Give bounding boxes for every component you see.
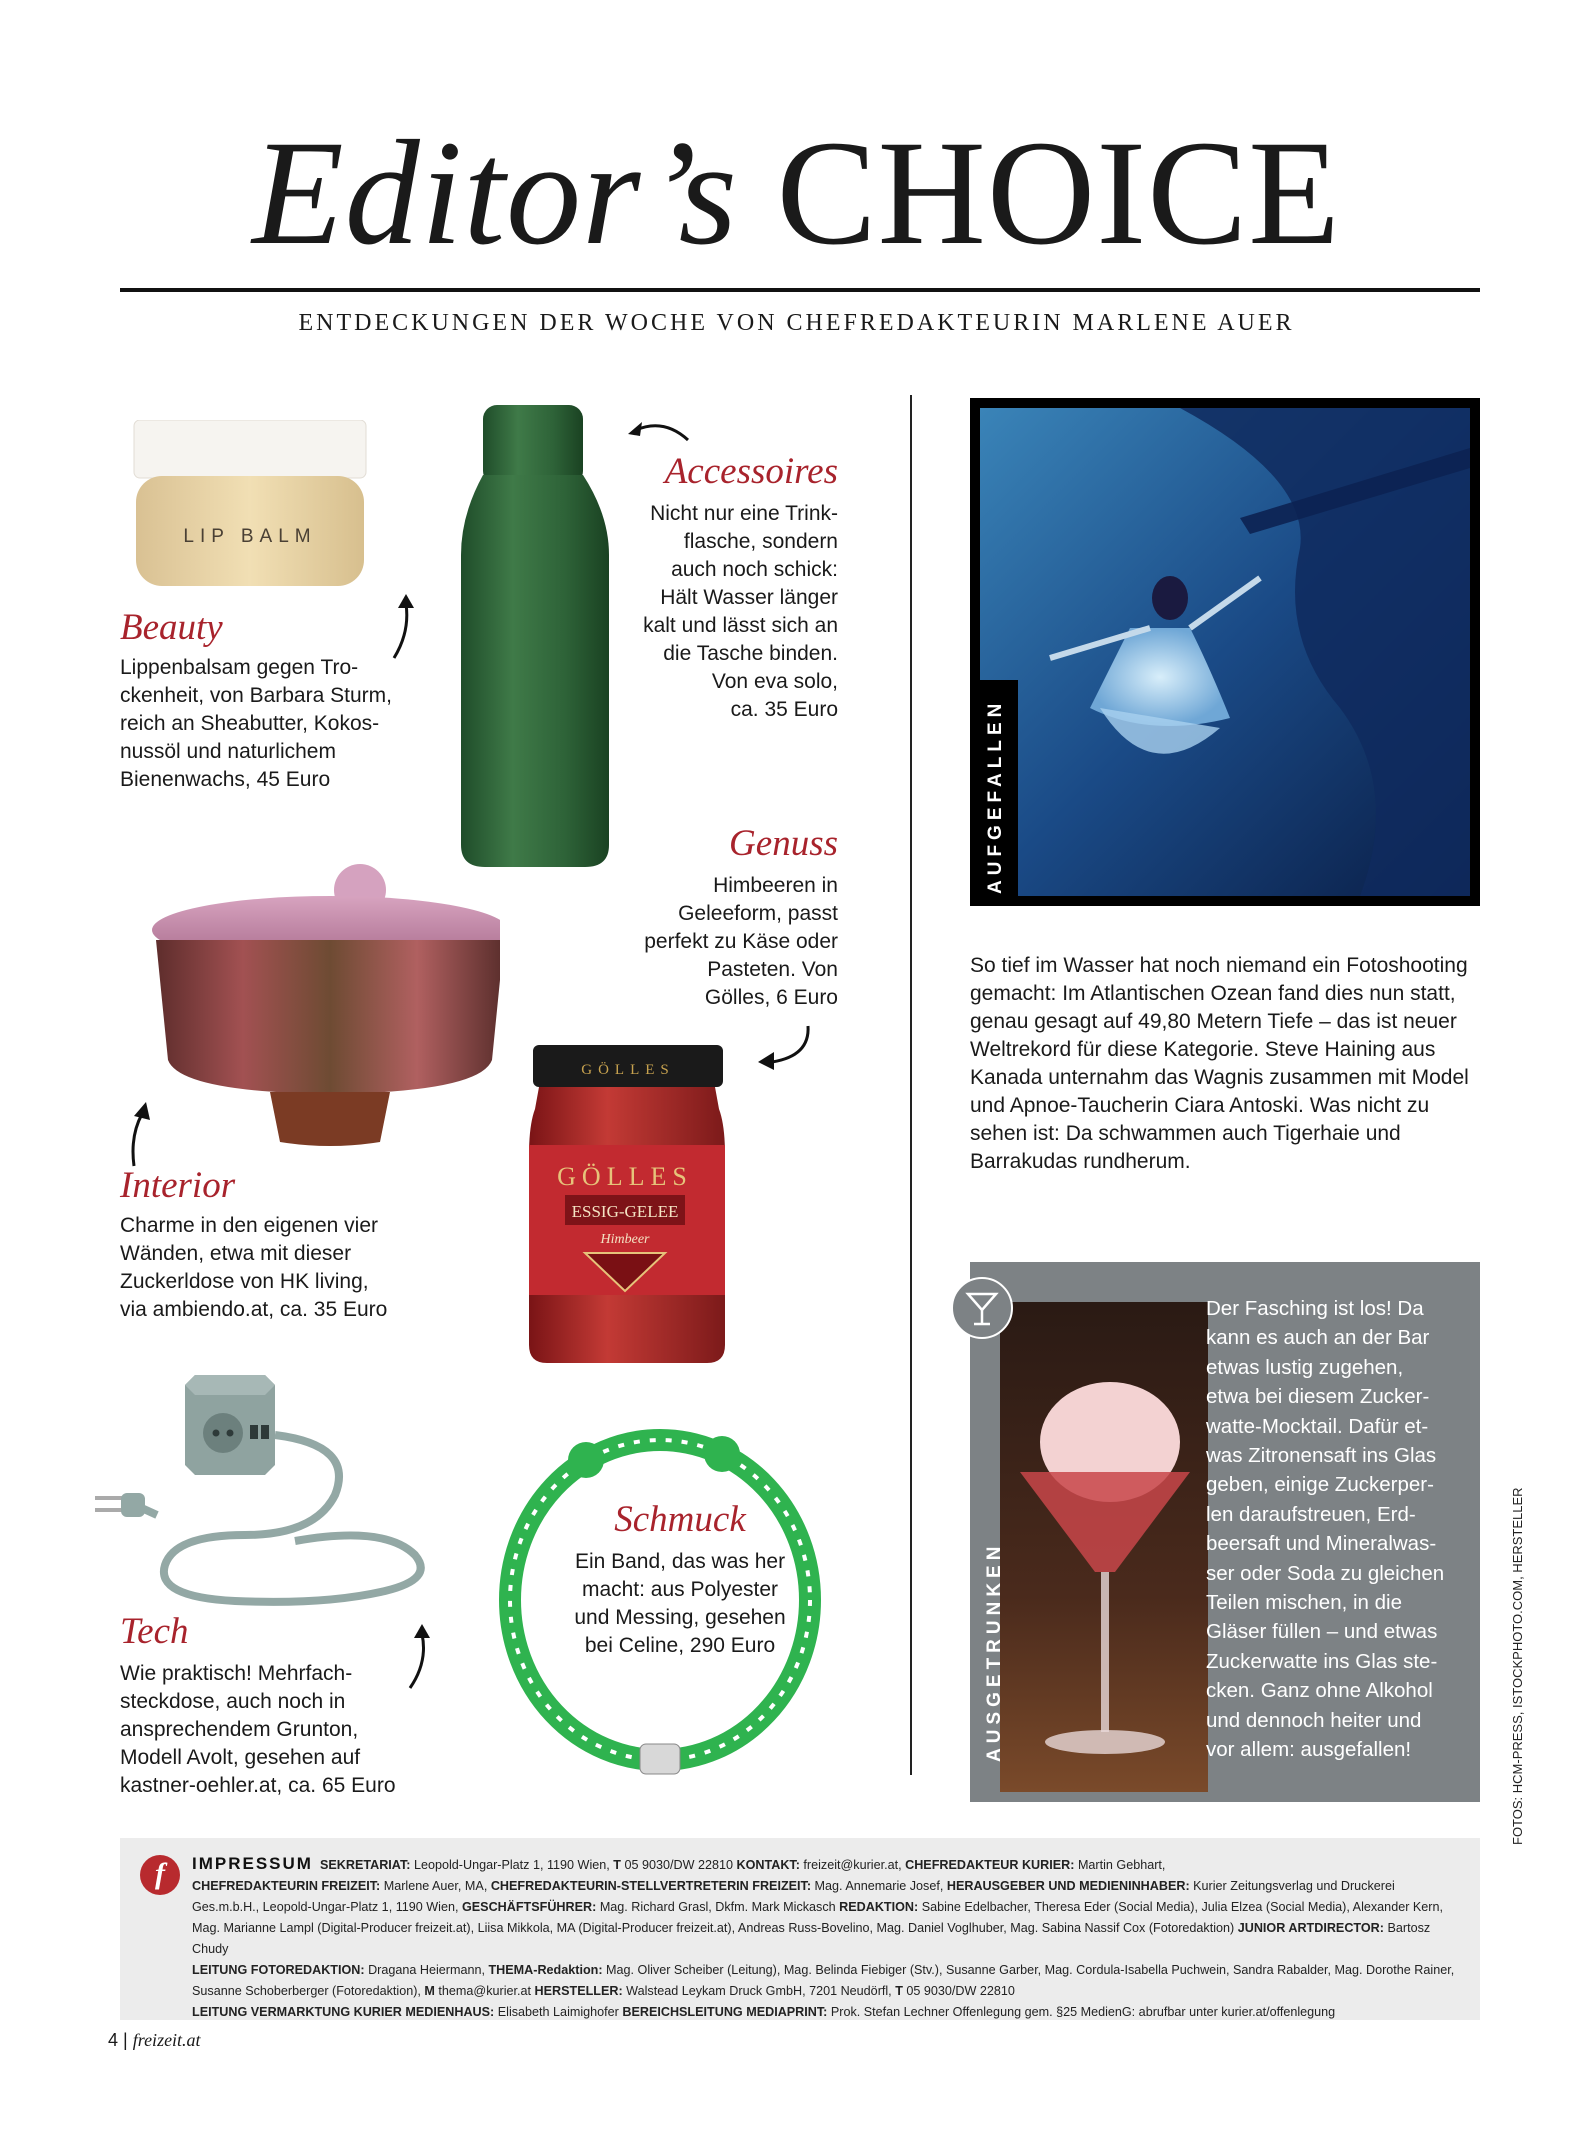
category-genuss: Genuss (729, 823, 838, 864)
label: CHEFREDAKTEUR KURIER: (905, 1858, 1075, 1872)
text-line: bei Celine, 290 Euro (584, 1634, 776, 1657)
value: Elisabeth Laimighofer (497, 2005, 623, 2019)
impressum-line (192, 1981, 1462, 2002)
label: JUNIOR ARTDIRECTOR: (1237, 1921, 1384, 1935)
aufgefallen-label-text: AUFGEFALLEN (985, 698, 1006, 894)
text-line: steckdose, auch noch in (120, 1690, 346, 1713)
value: Mag. Oliver Scheiber (Leitung), Mag. Belinda Fiebiger (Stv.), Susanne Garber, Mag. Cordula-Isabella Puchwein, Sandra Rabalder, Mag. Dorothe Rainer, (606, 1963, 1455, 1977)
value: Martin Gebhart, (1077, 1858, 1166, 1872)
ausgetrunken-text (1206, 1294, 1476, 1765)
text-line: Weltrekord für diese Kategorie. Steve Haining aus (970, 1038, 1436, 1061)
text-line: Charme in den eigenen vier (120, 1214, 378, 1237)
text-line: macht: aus Polyester (581, 1578, 779, 1601)
text-line: Pasteten. Von (707, 958, 838, 981)
value: 05 9030/DW 22810 (906, 1984, 1015, 1998)
text-line: Ein Band, das was her (574, 1550, 786, 1573)
label: THEMA-Redaktion: (488, 1963, 603, 1977)
text-line: sehen ist: Da schwammen auch Tigerhaie und (970, 1122, 1401, 1145)
genuss-text (600, 872, 838, 1012)
label: LEITUNG FOTOREDAKTION: (192, 1963, 365, 1977)
label: KONTAKT: (736, 1858, 800, 1872)
label: T (895, 1984, 903, 1998)
freizeit-logo-badge: f (140, 1855, 180, 1895)
text-line: Teilen mischen, in die (1206, 1591, 1402, 1615)
curved-arrow-icon (752, 1022, 818, 1072)
label: HERAUSGEBER UND MEDIENINHABER: (946, 1879, 1190, 1893)
aufgefallen-text (970, 952, 1490, 1176)
footer-site[interactable]: freizeit.at (132, 2030, 201, 2050)
text-line: Wie praktisch! Mehrfach- (120, 1662, 353, 1685)
curved-arrow-icon (626, 418, 692, 448)
impressum-line (192, 1918, 1462, 1960)
impressum-line (192, 2002, 1462, 2023)
jar-product: ESSIG-GELEE (571, 1202, 679, 1221)
category-beauty: Beauty (120, 607, 223, 648)
category-schmuck: Schmuck (614, 1499, 746, 1540)
jelly-jar-image (525, 1045, 730, 1365)
value: Dragana Heiermann, (368, 1963, 489, 1977)
text-line: und Apnoe-Taucherin Ciara Antoski. Was nicht zu (970, 1094, 1430, 1117)
value: Mag. Marianne Lampl (Digital-Producer freizeit.at), Liisa Mikkola, MA (Digital-Producer freizeit.at), Andreas Russ-Bovelino, Mag. Daniel Voglhuber, Mag. Sabina Nassif Cox (Fotoredaktion) (192, 1921, 1238, 1935)
value: thema@kurier.at (438, 1984, 535, 1998)
title-rule (120, 288, 1480, 292)
text-line: Zuckerwatte ins Glas ste- (1206, 1649, 1438, 1673)
impressum-heading: IMPRESSUM (192, 1854, 313, 1873)
martini-glass-icon (950, 1276, 1014, 1340)
beauty-text (120, 654, 420, 794)
jar-lid-brand: GÖLLES (581, 1062, 675, 1078)
text-line: auch noch schick: (671, 558, 838, 581)
impressum-line (192, 1897, 1462, 1918)
ausgetrunken-box (970, 1262, 1480, 1802)
accessoires-text (600, 500, 838, 724)
value: Marlene Auer, MA, (383, 1879, 491, 1893)
value: Prok. Stefan Lechner Offenlegung gem. §25 MedienG: abrufbar unter kurier.at/offenlegung (830, 2005, 1336, 2019)
value: 05 9030/DW 22810 (624, 1858, 737, 1872)
impressum-line (192, 1960, 1462, 1981)
sugar-bowl-image (140, 860, 500, 1150)
text-line: kalt und lässt sich an (643, 614, 838, 637)
lip-balm-label: LIP BALM (183, 526, 317, 547)
bottle-image (455, 405, 615, 870)
cocktail-photo (1000, 1302, 1208, 1792)
label: SEKRETARIAT: (319, 1858, 411, 1872)
text-line: kastner-oehler.at, ca. 65 Euro (120, 1774, 396, 1797)
text-line: via ambiendo.at, ca. 35 Euro (120, 1298, 388, 1321)
label: LEITUNG VERMARKTUNG KURIER MEDIENHAUS: (192, 2005, 495, 2019)
interior-text (120, 1212, 460, 1324)
curved-arrow-icon (388, 592, 422, 662)
category-interior: Interior (120, 1165, 236, 1206)
label: M (424, 1984, 435, 1998)
text-line: reich an Sheabutter, Kokos- (120, 712, 380, 735)
page-footer (108, 2030, 201, 2051)
underwater-photo-frame (970, 398, 1480, 906)
impressum-line (192, 1853, 1462, 1876)
value: freizeit@kurier.at, (803, 1858, 906, 1872)
text-line: cken. Ganz ohne Alkohol (1206, 1679, 1433, 1703)
label: HERSTELLER: (534, 1984, 623, 1998)
impressum-line (192, 1876, 1462, 1897)
text-line: Himbeeren in (713, 874, 838, 897)
schmuck-text (560, 1548, 800, 1660)
page-number: 4 (108, 2030, 119, 2050)
value: Mag. Annemarie Josef, (814, 1879, 947, 1893)
power-strip-image (95, 1365, 525, 1615)
value: Ges.m.b.H., Leopold-Ungar-Platz 1, 1190 Wien, (192, 1900, 462, 1914)
page-title (0, 110, 1593, 276)
page-subtitle: ENTDECKUNGEN DER WOCHE VON CHEFREDAKTEURIN MARLENE AUER (298, 310, 1295, 336)
text-line: Hält Wasser länger (660, 586, 838, 609)
photo-credits-text: FOTOS: HCM-PRESS, ISTOCKPHOTO.COM, HERSTELLER (1510, 1487, 1525, 1845)
footer-separator: | (123, 2030, 128, 2050)
text-line: etwa bei diesem Zucker- (1206, 1385, 1430, 1409)
text-line: und dennoch heiter und (1206, 1708, 1422, 1732)
text-line: ckenheit, von Barbara Sturm, (120, 684, 392, 707)
text-line: perfekt zu Käse oder (644, 930, 838, 953)
value: Walstead Leykam Druck GmbH, 7201 Neudörfl, (626, 1984, 896, 1998)
text-line: Modell Avolt, gesehen auf (120, 1746, 361, 1769)
text-line: etwas lustig zugehen, (1206, 1355, 1404, 1379)
lip-balm-image (130, 420, 370, 590)
text-line: len daraufstreuen, Erd- (1206, 1502, 1416, 1526)
text-line: Geleeform, passt (678, 902, 838, 925)
category-accessoires: Accessoires (664, 451, 838, 492)
text-line: Zuckerldose von HK living, (120, 1270, 369, 1293)
text-line: flasche, sondern (683, 530, 838, 553)
text-line: Wänden, etwa mit dieser (120, 1242, 352, 1265)
label: BEREICHSLEITUNG MEDIAPRINT: (622, 2005, 828, 2019)
text-line: ser oder Soda zu gleichen (1206, 1561, 1445, 1585)
jar-variant: Himbeer (600, 1232, 650, 1247)
photo-credits (1502, 1430, 1532, 1850)
text-line: Von eva solo, (711, 670, 838, 693)
text-line: Nicht nur eine Trink- (650, 502, 838, 525)
text-line: watte-Mocktail. Dafür et- (1206, 1414, 1429, 1438)
text-line: ansprechendem Grunton, (120, 1718, 359, 1741)
text-line: beersaft und Mineralwas- (1206, 1532, 1437, 1556)
text-line: ca. 35 Euro (730, 698, 838, 721)
category-tech: Tech (120, 1611, 189, 1652)
text-line: kann es auch an der Bar (1206, 1326, 1430, 1350)
text-line: nussöl und naturlichem (120, 740, 336, 763)
text-line: Bienenwachs, 45 Euro (120, 768, 331, 791)
text-line: So tief im Wasser hat noch niemand ein Fotoshooting (970, 954, 1468, 977)
aufgefallen-label (970, 680, 1018, 906)
curved-arrow-icon (120, 1100, 160, 1170)
text-line: die Tasche binden. (663, 642, 838, 665)
text-line: geben, einige Zuckerper- (1206, 1473, 1434, 1497)
label: CHEFREDAKTEURIN-STELLVERTRETERIN FREIZEIT: (490, 1879, 812, 1893)
jar-brand: GÖLLES (557, 1162, 693, 1191)
value: Sabine Edelbacher, Theresa Eder (Social Media), Julia Elzea (Social Media), Alexander Kern, (921, 1900, 1443, 1914)
ausgetrunken-label (970, 1522, 1014, 1772)
column-divider (910, 395, 912, 1775)
text-line: vor allem: ausgefallen! (1206, 1738, 1412, 1762)
value: Bartosz Chudy (192, 1921, 1431, 1956)
label: CHEFREDAKTEURIN FREIZEIT: (192, 1879, 381, 1893)
title-italic: Editor’s (252, 110, 739, 276)
label: GESCHÄFTSFÜHRER: (461, 1900, 597, 1914)
impressum-text (192, 1853, 1462, 2023)
text-line: Gölles, 6 Euro (704, 986, 838, 1009)
underwater-photo (980, 408, 1470, 896)
text-line: Gläser füllen – und etwas (1206, 1620, 1438, 1644)
text-line: Lippenbalsam gegen Tro- (120, 656, 359, 679)
value: Susanne Schoberberger (Fotoredaktion), (192, 1984, 425, 1998)
text-line: genau gesagt auf 49,80 Metern Tiefe – das ist neuer (970, 1010, 1457, 1033)
value: Leopold-Ungar-Platz 1, 1190 Wien, (413, 1858, 614, 1872)
tech-text (120, 1660, 440, 1800)
value: Mag. Richard Grasl, Dkfm. Mark Mickasch (599, 1900, 840, 1914)
label: REDAKTION: (839, 1900, 919, 1914)
text-line: Barrakudas rundherum. (970, 1150, 1191, 1173)
text-line: Der Fasching ist los! Da (1206, 1297, 1424, 1320)
ausgetrunken-label-text: AUSGETRUNKEN (984, 1541, 1005, 1762)
text-line: gemacht: Im Atlantischen Ozean fand dies nun statt, (970, 982, 1456, 1005)
label: T (613, 1858, 621, 1872)
title-caps: CHOICE (776, 110, 1341, 276)
text-line: und Messing, gesehen (574, 1606, 786, 1629)
text-line: was Zitronensaft ins Glas (1206, 1444, 1437, 1468)
value: Kurier Zeitungsverlag und Druckerei (1193, 1879, 1395, 1893)
text-line: Kanada unternahm das Wagnis zusammen mit Model (970, 1066, 1469, 1089)
